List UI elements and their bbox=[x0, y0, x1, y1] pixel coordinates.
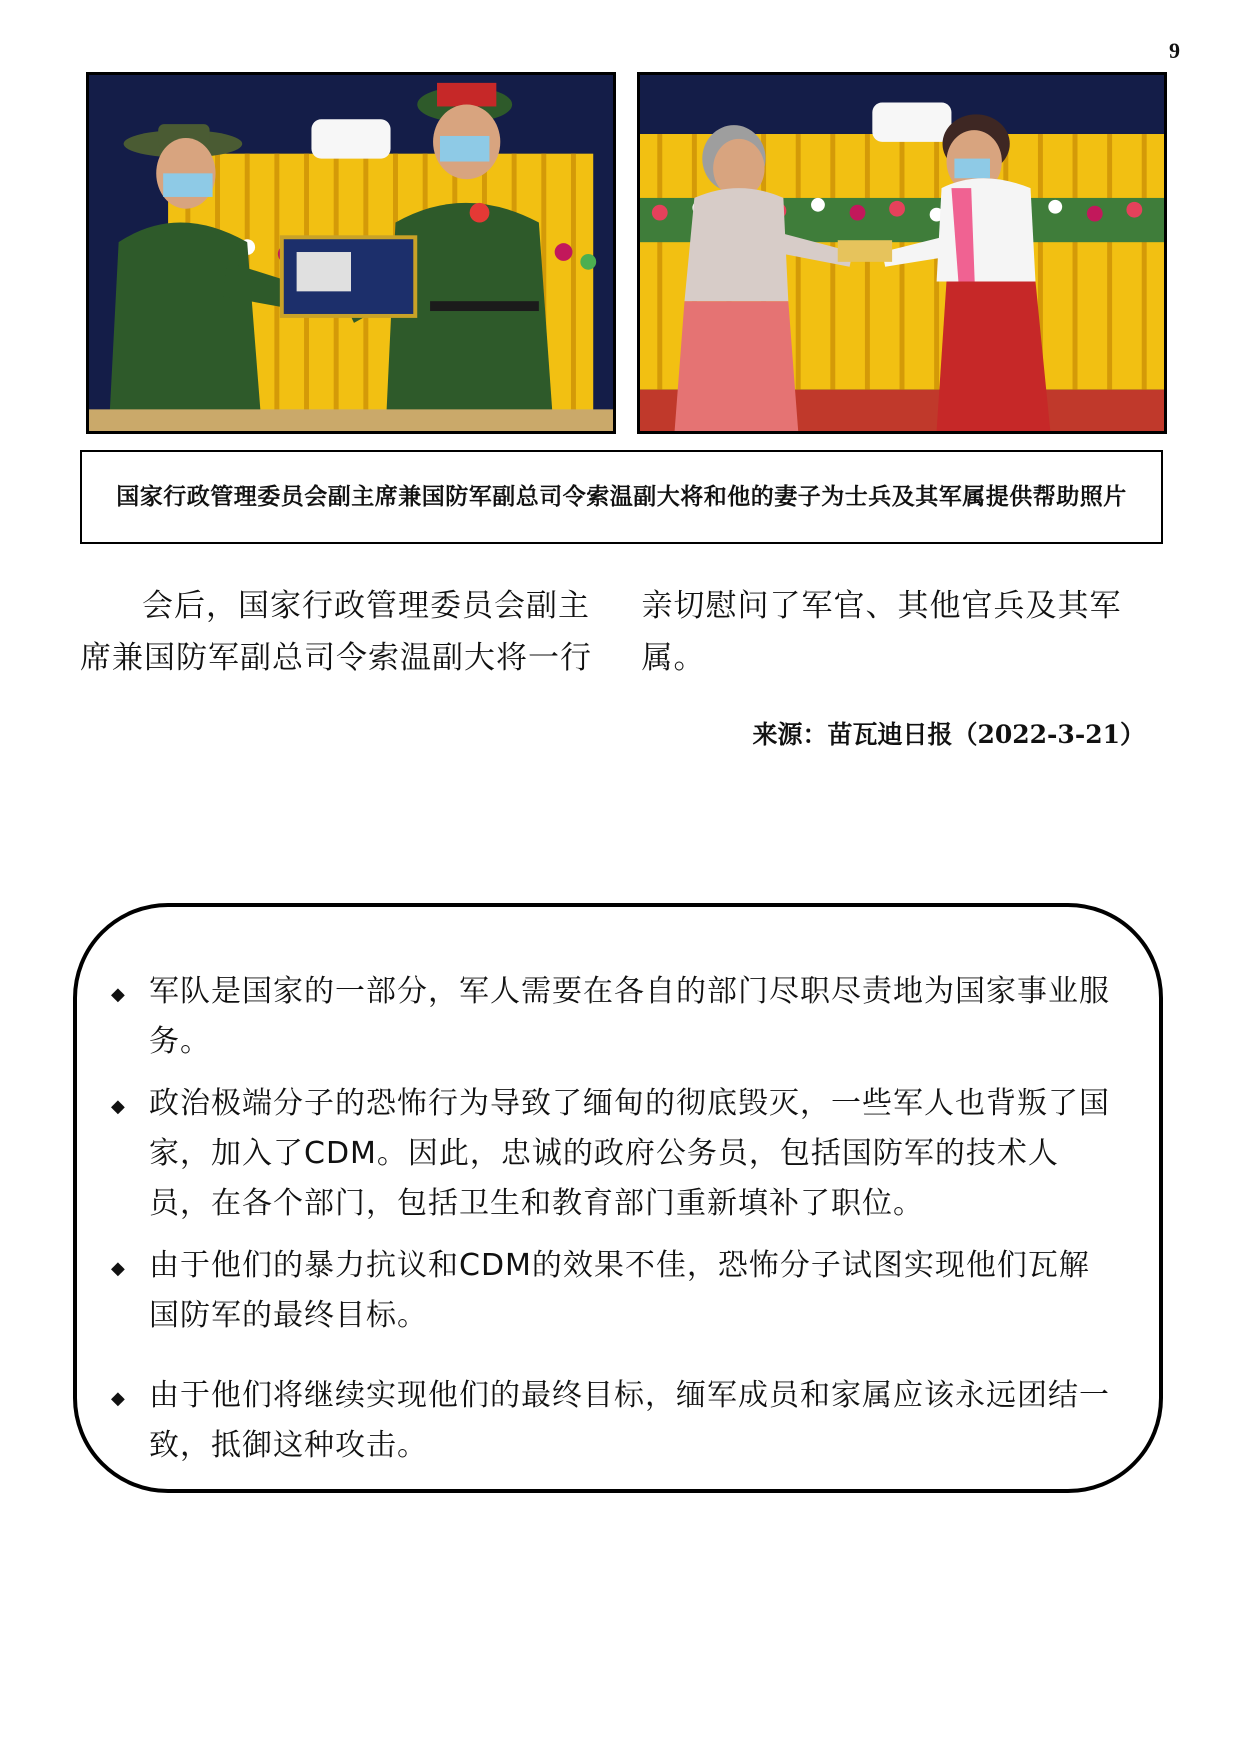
key-point-text: 军队是国家的一部分，军人需要在各自的部门尽职尽责地为国家事业服务。 bbox=[149, 974, 1110, 1059]
source-citation: 来源：苗瓦迪日报（2022-3-21） bbox=[752, 720, 1145, 749]
photo-officers-exchange bbox=[86, 72, 616, 434]
photo-women-exchange bbox=[637, 72, 1167, 434]
photo-caption: 国家行政管理委员会副主席兼国防军副总司令索温副大将和他的妻子为士兵及其军属提供帮助照片 bbox=[80, 450, 1163, 544]
key-point-item bbox=[107, 1241, 1119, 1341]
key-point-item bbox=[107, 967, 1119, 1067]
key-point-text: 由于他们的暴力抗议和CDM的效果不佳，恐怖分子试图实现他们瓦解国防军的最终目标。 bbox=[149, 1248, 1090, 1333]
key-points-box bbox=[73, 903, 1163, 1493]
key-point-item bbox=[107, 1079, 1119, 1229]
page-number: 9 bbox=[1169, 38, 1180, 63]
key-point-text: 由于他们将继续实现他们的最终目标，缅军成员和家属应该永远团结一致，抵御这种攻击。 bbox=[149, 1378, 1110, 1463]
diamond-bullet-icon: ◆ bbox=[111, 984, 126, 1005]
key-points-list bbox=[107, 967, 1119, 1471]
key-point-item bbox=[107, 1371, 1119, 1471]
diamond-bullet-icon: ◆ bbox=[111, 1388, 126, 1409]
photo-women-illustration bbox=[640, 75, 1164, 431]
article-paragraph: 会后，国家行政管理委员会副主席兼国防军副总司令索温副大将一行亲切慰问了军官、其他官兵及其军属。 bbox=[80, 588, 1122, 676]
photo-officers-illustration bbox=[89, 75, 613, 431]
key-point-text: 政治极端分子的恐怖行为导致了缅甸的彻底毁灭，一些军人也背叛了国家，加入了CDM。因此，忠诚的政府公务员，包括国防军的技术人员，在各个部门，包括卫生和教育部门重新填补了职位。 bbox=[149, 1086, 1110, 1221]
diamond-bullet-icon: ◆ bbox=[111, 1096, 126, 1117]
diamond-bullet-icon: ◆ bbox=[111, 1258, 126, 1279]
